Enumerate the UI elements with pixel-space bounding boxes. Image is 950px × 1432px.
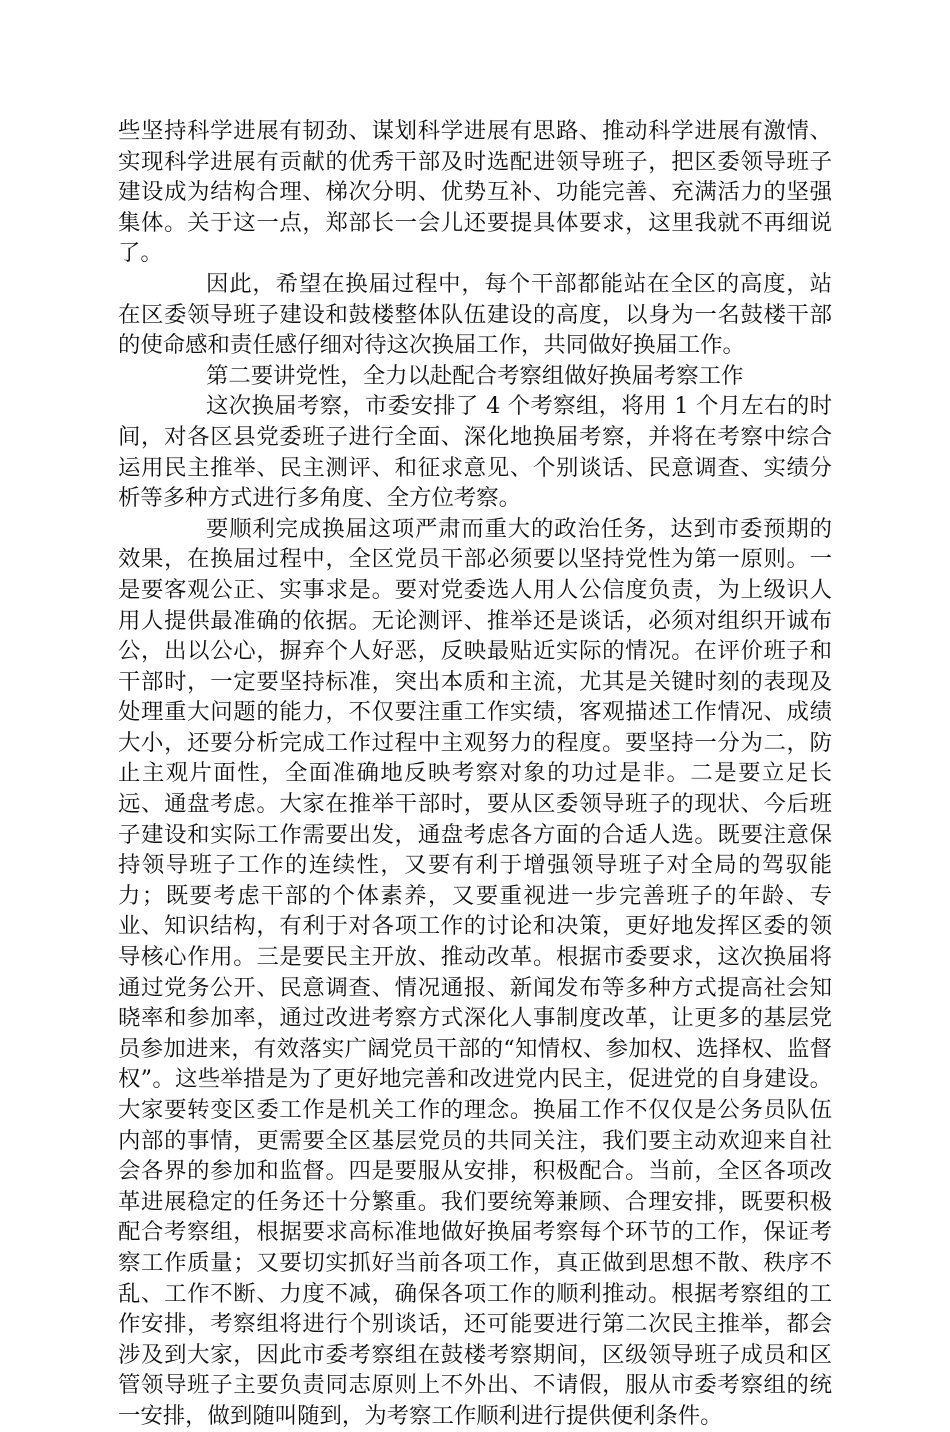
document-body	[118, 116, 832, 1432]
section-heading: 第二要讲党性，全力以赴配合考察组做好换届考察工作	[206, 362, 744, 389]
paragraph-3: 这次换届考察，市委安排了 4 个考察组，将用 1 个月左右的时间，对各区县党委班子进行全面、深化地换届考察，并将在考察中综合运用民主推举、民主测评、和征求意见、个别谈话、民意调查、实绩分析等多种方式进行多角度、全方位考察。	[118, 393, 832, 512]
paragraph-2: 因此，希望在换届过程中，每个干部都能站在全区的高度，站在区委领导班子建设和鼓楼整体队伍建设的高度，以身为一名鼓楼干部的使命感和责任感仔细对待这次换届工作，共同做好换届工作。	[118, 270, 832, 359]
paragraph-1: 些坚持科学进展有韧劲、谋划科学进展有思路、推动科学进展有激情、实现科学进展有贡献的优秀干部及时选配进领导班子，把区委领导班子建设成为结构合理、梯次分明、优势互补、功能完善、充满活力的坚强集体。关于这一点，郑部长一会儿还要提具体要求，这里我就不再细说了。	[118, 118, 832, 267]
paragraph-4: 要顺利完成换届这项严肃而重大的政治任务，达到市委预期的效果，在换届过程中，全区党员干部必须要以坚持党性为第一原则。一是要客观公正、实事求是。要对党委选人用人公信度负责，为上级识人用人提供最准确的依据。无论测评、推举还是谈话，必须对组织开诚布公，出以公心，摒弃个人好恶，反映最贴近实际的情况。在评价班子和干部时，一定要坚持标准，突出本质和主流，尤其是关键时刻的表现及处理重大问题的能力，不仅要注重工作实绩，客观描述工作情况、成绩大小，还要分析完成工作过程中主观努力的程度。要坚持一分为二，防止主观片面性，全面准确地反映考察对象的功过是非。二是要立足长远、通盘考虑。大家在推举干部时，要从区委领导班子的现状、今后班子建设和实际工作需要出发，通盘考虑各方面的合适人选。既要注意保持领导班子工作的连续性，又要有利于增强领导班子对全局的驾驭能力；既要考虑干部的个体素养，又要重视进一步完善班子的年龄、专业、知识结构，有利于对各项工作的讨论和决策，更好地发挥区委的领导核心作用。三是要民主开放、推动改革。根据市委要求，这次换届将通过党务公开、民意调查、情况通报、新闻发布等多种方式提高社会知晓率和参加率，通过改进考察方式深化人事制度改革，让更多的基层党员参加进来，有效落实广阔党员干部的“知情权、参加权、选择权、监督权”。这些举措是为了更好地完善和改进党内民主，促进党的自身建设。大家要转变区委工作是机关工作的理念。换届工作不仅仅是公务员队伍内部的事情，更需要全区基层党员的共同关注，我们要主动欢迎来自社会各界的参加和监督。四是要服从安排，积极配合。当前，全区各项改革进展稳定的任务还十分繁重。我们要统筹兼顾、合理安排，既要积极配合考察组，根据要求高标准地做好换届考察每个环节的工作，保证考察工作质量；又要切实抓好当前各项工作，真正做到思想不散、秩序不乱、工作不断、力度不减，确保各项工作的顺利推动。根据考察组的工作安排，考察组将进行个别谈话，还可能要进行第二次民主推举，都会涉及到大家，因此市委考察组在鼓楼考察期间，区级领导班子成员和区管领导班子主要负责同志原则上不外出、不请假，服从市委考察组的统一安排，做到随叫随到，为考察工作顺利进行提供便利条件。	[118, 515, 832, 1429]
